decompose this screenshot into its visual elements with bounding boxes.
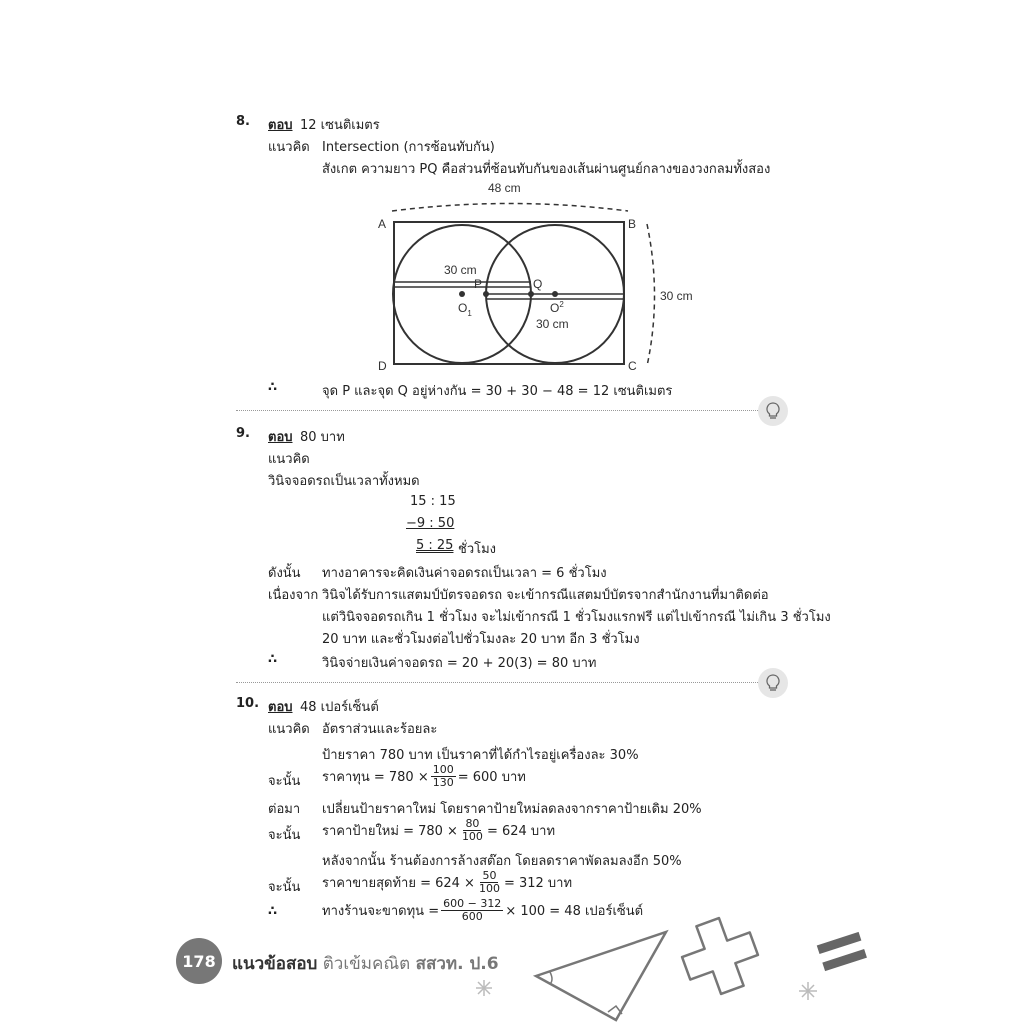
q10-concl-pre: ทางร้านจะขาดทุน = [322,904,440,919]
plus-icon [674,910,766,1002]
label-d: D [378,359,387,373]
q10-so2-fraction: $\frac{80}{100}$ [461,817,483,843]
page-number: 178 [176,938,222,984]
q10-so3-fraction: $\frac{50}{100}$ [478,869,500,895]
q10-answer-value: 48 เปอร์เซ็นต์ [300,700,379,715]
q10-so1-pre: ราคาทุน = 780 × [322,770,429,785]
sparkle-icon [799,982,817,1000]
equals-icon [817,932,867,971]
q10-so2-expr [322,818,555,843]
q10-next-text: เปลี่ยนป้ายราคาใหม่ โดยราคาป้ายใหม่ลดลงจากราคาป้ายเดิม 20% [322,802,702,817]
point-o1 [459,291,465,297]
sparkle-icon [476,980,492,996]
q10-concept: อัตราส่วนและร้อยละ [322,722,438,737]
q8-answer-value: 12 เซนติเมตร [300,118,380,133]
label-a: A [378,217,387,231]
q10-so3-post: = 312 บาท [503,876,573,891]
q8-concept: Intersection (การซ้อนทับกัน) [322,140,495,155]
q10-therefore: ∴ [268,904,278,919]
q9-calc3-unit: ชั่วโมง [458,542,497,557]
q8-diagram [370,176,710,376]
q10-so1-expr [322,764,526,789]
q10-so1-post: = 600 บาท [457,770,526,785]
q9-cont1: แต่วินิจจอดรถเกิน 1 ชั่วโมง จะไม่เข้ากรณี 1 ชั่วโมงแรกฟรี แต่ไปเข้ากรณี ไม่เกิน 3 ชั่วโมง [322,610,831,625]
q10-line1: ป้ายราคา 780 บาท เป็นราคาที่ได้กำไรอยู่เครื่องละ 30% [322,748,639,763]
q9-line1: วินิจจอดรถเป็นเวลาทั้งหมด [268,474,420,489]
q10-so1-label: จะนั้น [268,774,301,789]
q9-answer-label: ตอบ [268,430,293,445]
q8-conclusion: จุด P และจุด Q อยู่ห่างกัน = 30 + 30 − 48 = 12 เซนติเมตร [322,384,673,399]
q10-concl-fraction: $\frac{600 - 312}{600}$ [443,897,502,923]
lightbulb-icon [758,668,788,698]
q10-so3-label: จะนั้น [268,880,301,895]
q9-conclusion: วินิจจ่ายเงินค่าจอดรถ = 20 + 20(3) = 80 บาท [322,656,597,671]
q9-cont2: 20 บาท และชั่วโมงต่อไปชั่วโมงละ 20 บาท อีก 3 ชั่วโมง [322,632,640,647]
q9-concept-label: แนวคิด [268,452,310,467]
label-o2: $O^2$ [550,300,564,315]
q10-so3-pre: ราคาขายสุดท้าย = 624 × [322,876,475,891]
label-b: B [628,217,637,231]
point-p [483,291,489,297]
top-length-label: 48 cm [488,181,521,195]
q9-calc3: 5 : 25 [416,538,454,553]
q8-number: 8. [236,114,250,129]
label-c: C [628,359,637,373]
separator-2 [236,682,758,683]
q10-line2: หลังจากนั้น ร้านต้องการล้างสต๊อก โดยลดราคาพัดลมลงอีก 50% [322,854,682,869]
q9-so-label: ดังนั้น [268,566,301,581]
q10-so1-fraction: $\frac{100}{130}$ [432,763,454,789]
side-length-arc [647,224,655,366]
q8-note: สังเกต ความยาว PQ คือส่วนที่ซ้อนทับกันของเส้นผ่านศูนย์กลางของวงกลมทั้งสอง [322,162,771,177]
footer-title-rest: ติวเข้มคณิต [322,954,411,974]
separator-1 [236,410,758,411]
footer-title-bold: แนวข้อสอบ [232,954,318,974]
q9-because-text: วินิจได้รับการแสตมป์บัตรจอดรถ จะเข้ากรณีแสตมป์บัตรจากสำนักงานที่มาติดต่อ [322,588,769,603]
label-p: P [474,277,483,291]
footer-title-end: สสวท. ป.6 [415,954,499,974]
q8-therefore: ∴ [268,380,278,395]
q10-so2-label: จะนั้น [268,828,301,843]
q8-concept-label: แนวคิด [268,140,310,155]
radius-label-2: 30 cm [536,317,569,331]
triangle-icon [536,932,666,1020]
label-q: Q [533,277,543,291]
q10-next-label: ต่อมา [268,802,301,817]
q9-so-text: ทางอาคารจะคิดเงินค่าจอดรถเป็นเวลา = 6 ชั่วโมง [322,566,607,581]
side-length-label: 30 cm [660,289,693,303]
radius-label-1: 30 cm [444,263,477,277]
q9-answer-value: 80 บาท [300,430,345,445]
q9-number: 9. [236,426,250,441]
point-q [528,291,534,297]
footer-title [232,950,499,977]
q10-concl-post: × 100 = 48 เปอร์เซ็นต์ [505,904,644,919]
label-o1: $O_1$ [458,301,472,318]
q10-so3-expr [322,870,572,895]
q8-answer-label: ตอบ [268,118,293,133]
q10-concept-label: แนวคิด [268,722,310,737]
lightbulb-icon [758,396,788,426]
q10-so2-pre: ราคาป้ายใหม่ = 780 × [322,824,458,839]
footer-decoration [470,900,870,1024]
q10-so2-post: = 624 บาท [486,824,556,839]
point-o2 [552,291,558,297]
q9-calc1: 15 : 15 [410,494,456,509]
q9-therefore: ∴ [268,652,278,667]
top-length-arc [392,204,628,212]
q10-answer-label: ตอบ [268,700,293,715]
q9-calc2: −9 : 50 [406,516,455,531]
q9-because-label: เนื่องจาก [268,588,319,603]
q10-number: 10. [236,696,260,711]
